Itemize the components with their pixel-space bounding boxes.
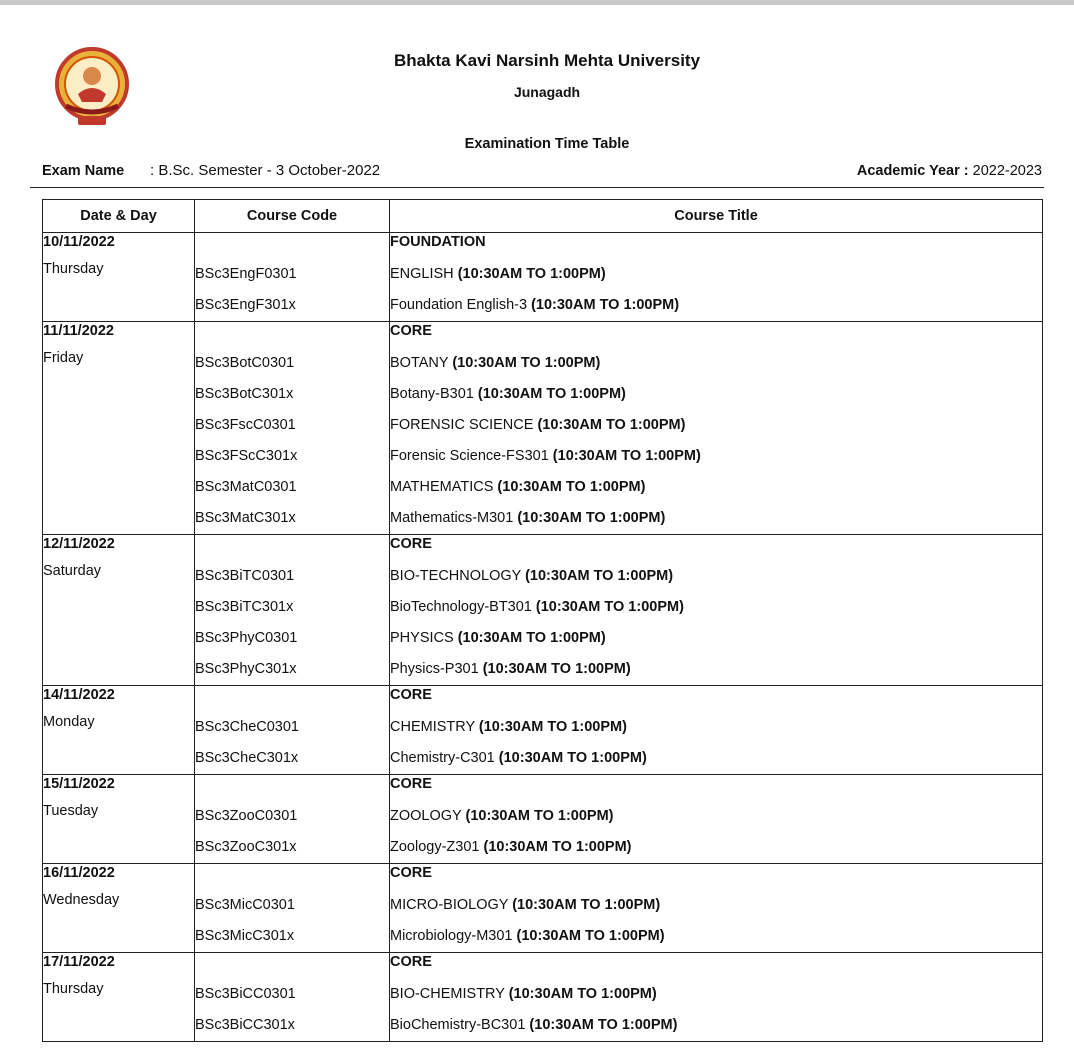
course-title-line <box>390 592 1042 623</box>
course-title: Forensic Science-FS301 <box>390 448 549 464</box>
exam-name-label: Exam Name <box>42 163 125 179</box>
course-title-cell <box>390 686 1043 775</box>
course-title-line <box>390 472 1042 503</box>
table-row <box>43 535 1043 686</box>
course-title-line <box>390 832 1042 863</box>
course-title: Physics-P301 <box>390 661 479 677</box>
table-header-row <box>43 200 1043 233</box>
exam-time: (10:30AM TO 1:00PM) <box>498 750 647 766</box>
course-title: BIO-CHEMISTRY <box>390 986 505 1002</box>
course-title-line <box>390 801 1042 832</box>
course-code: BSc3FScC301x <box>195 448 298 464</box>
course-title-cell <box>390 953 1043 1042</box>
exam-day: Thursday <box>43 981 104 997</box>
exam-time: (10:30AM TO 1:00PM) <box>457 266 606 282</box>
exam-day: Saturday <box>43 563 102 579</box>
exam-time: (10:30AM TO 1:00PM) <box>537 417 686 433</box>
exam-time: (10:30AM TO 1:00PM) <box>457 630 606 646</box>
course-title-line <box>390 654 1042 685</box>
column-header-date: Date & Day <box>43 200 195 233</box>
exam-time: (10:30AM TO 1:00PM) <box>478 719 627 735</box>
course-title: Mathematics-M301 <box>390 510 514 526</box>
course-title: Foundation English-3 <box>390 297 528 313</box>
course-title: Zoology-Z301 <box>390 839 480 855</box>
code-spacer <box>195 864 389 890</box>
course-code-cell <box>195 322 390 535</box>
exam-time: (10:30AM TO 1:00PM) <box>552 448 701 464</box>
course-code: BSc3BiCC301x <box>195 1017 295 1033</box>
course-title-cell <box>390 864 1043 953</box>
code-spacer <box>195 775 389 801</box>
exam-time: (10:30AM TO 1:00PM) <box>508 986 657 1002</box>
course-title-line <box>390 979 1042 1010</box>
course-title: MATHEMATICS <box>390 479 494 495</box>
course-code-cell <box>195 686 390 775</box>
course-code: BSc3ZooC301x <box>195 839 297 855</box>
exam-time: (10:30AM TO 1:00PM) <box>525 568 674 584</box>
exam-date: 17/11/2022 <box>43 954 115 970</box>
date-day-cell <box>43 775 195 864</box>
exam-time: (10:30AM TO 1:00PM) <box>477 386 626 402</box>
academic-year-label: Academic Year : <box>856 163 969 179</box>
timetable-body <box>43 233 1043 1042</box>
course-code: BSc3EngF0301 <box>195 266 297 282</box>
exam-day: Wednesday <box>43 892 120 908</box>
course-title-line <box>390 890 1042 921</box>
course-code-cell <box>195 953 390 1042</box>
course-code: BSc3MatC301x <box>195 510 296 526</box>
course-code: BSc3BiTC0301 <box>195 568 295 584</box>
course-code: BSc3PhyC0301 <box>195 630 298 646</box>
exam-day: Tuesday <box>43 803 99 819</box>
course-title: Chemistry-C301 <box>390 750 495 766</box>
course-title-cell <box>390 233 1043 322</box>
course-code: BSc3CheC301x <box>195 750 299 766</box>
date-day-cell <box>43 953 195 1042</box>
course-category: CORE <box>390 954 432 970</box>
exam-time: (10:30AM TO 1:00PM) <box>512 897 661 913</box>
date-day-cell <box>43 322 195 535</box>
exam-name-value: : B.Sc. Semester - 3 October-2022 <box>150 162 381 179</box>
course-title: BOTANY <box>390 355 449 371</box>
exam-date: 10/11/2022 <box>43 234 115 250</box>
course-title-line <box>390 1010 1042 1041</box>
course-code-cell <box>195 535 390 686</box>
exam-time: (10:30AM TO 1:00PM) <box>531 297 680 313</box>
course-title-line <box>390 441 1042 472</box>
date-day-cell <box>43 864 195 953</box>
course-title: Botany-B301 <box>390 386 474 402</box>
date-day-cell <box>43 686 195 775</box>
exam-time: (10:30AM TO 1:00PM) <box>529 1017 678 1033</box>
table-row <box>43 322 1043 535</box>
course-code: BSc3BiTC301x <box>195 599 294 615</box>
academic-year-value: 2022-2023 <box>972 163 1042 179</box>
course-title-line <box>390 290 1042 321</box>
exam-day: Monday <box>43 714 95 730</box>
course-title-line <box>390 712 1042 743</box>
column-header-code: Course Code <box>195 200 390 233</box>
course-category: CORE <box>390 323 432 339</box>
course-title: PHYSICS <box>390 630 454 646</box>
course-category: CORE <box>390 687 432 703</box>
exam-date: 14/11/2022 <box>43 687 115 703</box>
course-title-line <box>390 410 1042 441</box>
course-code: BSc3CheC0301 <box>195 719 299 735</box>
course-category: CORE <box>390 776 432 792</box>
course-category: CORE <box>390 865 432 881</box>
course-code-cell <box>195 775 390 864</box>
course-category: CORE <box>390 536 432 552</box>
exam-time: (10:30AM TO 1:00PM) <box>483 839 632 855</box>
course-code: BSc3MatC0301 <box>195 479 297 495</box>
course-title-cell <box>390 775 1043 864</box>
course-title: BIO-TECHNOLOGY <box>390 568 522 584</box>
exam-time: (10:30AM TO 1:00PM) <box>497 479 646 495</box>
course-title-line <box>390 503 1042 534</box>
date-day-cell <box>43 535 195 686</box>
course-code: BSc3EngF301x <box>195 297 296 313</box>
exam-date: 15/11/2022 <box>43 776 115 792</box>
course-code: BSc3MicC301x <box>195 928 295 944</box>
course-title: FORENSIC SCIENCE <box>390 417 534 433</box>
course-code: BSc3MicC0301 <box>195 897 295 913</box>
code-spacer <box>195 953 389 979</box>
course-code: BSc3ZooC0301 <box>195 808 298 824</box>
course-code: BSc3BiCC0301 <box>195 986 296 1002</box>
header-divider <box>30 187 1044 188</box>
course-code: BSc3BotC0301 <box>195 355 295 371</box>
timetable <box>42 199 1043 1042</box>
university-city: Junagadh <box>513 84 581 100</box>
column-header-title: Course Title <box>390 200 1043 233</box>
course-title: BioChemistry-BC301 <box>390 1017 526 1033</box>
exam-time: (10:30AM TO 1:00PM) <box>517 510 666 526</box>
exam-date: 11/11/2022 <box>43 323 114 339</box>
exam-date: 16/11/2022 <box>43 865 115 881</box>
course-title-line <box>390 348 1042 379</box>
exam-time: (10:30AM TO 1:00PM) <box>516 928 665 944</box>
course-code-cell <box>195 233 390 322</box>
exam-time: (10:30AM TO 1:00PM) <box>482 661 631 677</box>
exam-time: (10:30AM TO 1:00PM) <box>465 808 614 824</box>
course-title-line <box>390 561 1042 592</box>
code-spacer <box>195 686 389 712</box>
course-title: ZOOLOGY <box>390 808 462 824</box>
top-border <box>0 0 1074 5</box>
code-spacer <box>195 322 389 348</box>
university-name: Bhakta Kavi Narsinh Mehta University <box>393 51 701 70</box>
course-title-line <box>390 921 1042 952</box>
code-spacer <box>195 233 389 259</box>
exam-day: Thursday <box>43 261 104 277</box>
course-title-line <box>390 623 1042 654</box>
course-code: BSc3PhyC301x <box>195 661 297 677</box>
course-title-line <box>390 743 1042 774</box>
course-title-cell <box>390 322 1043 535</box>
academic-year <box>857 163 1042 179</box>
course-title: BioTechnology-BT301 <box>390 599 532 615</box>
course-category: FOUNDATION <box>390 234 486 250</box>
course-title: MICRO-BIOLOGY <box>390 897 509 913</box>
course-title: Microbiology-M301 <box>390 928 513 944</box>
table-row <box>43 686 1043 775</box>
course-code: BSc3BotC301x <box>195 386 294 402</box>
document-title: Examination Time Table <box>464 136 630 152</box>
course-title-cell <box>390 535 1043 686</box>
course-title-line <box>390 379 1042 410</box>
course-title-line <box>390 259 1042 290</box>
table-row <box>43 864 1043 953</box>
course-code: BSc3FscC0301 <box>195 417 296 433</box>
exam-day: Friday <box>43 350 84 366</box>
code-spacer <box>195 535 389 561</box>
course-title: ENGLISH <box>390 266 454 282</box>
date-day-cell <box>43 233 195 322</box>
course-code-cell <box>195 864 390 953</box>
table-row <box>43 775 1043 864</box>
exam-time: (10:30AM TO 1:00PM) <box>452 355 601 371</box>
course-title: CHEMISTRY <box>390 719 475 735</box>
table-row <box>43 233 1043 322</box>
exam-time: (10:30AM TO 1:00PM) <box>535 599 684 615</box>
table-row <box>43 953 1043 1042</box>
exam-date: 12/11/2022 <box>43 536 115 552</box>
